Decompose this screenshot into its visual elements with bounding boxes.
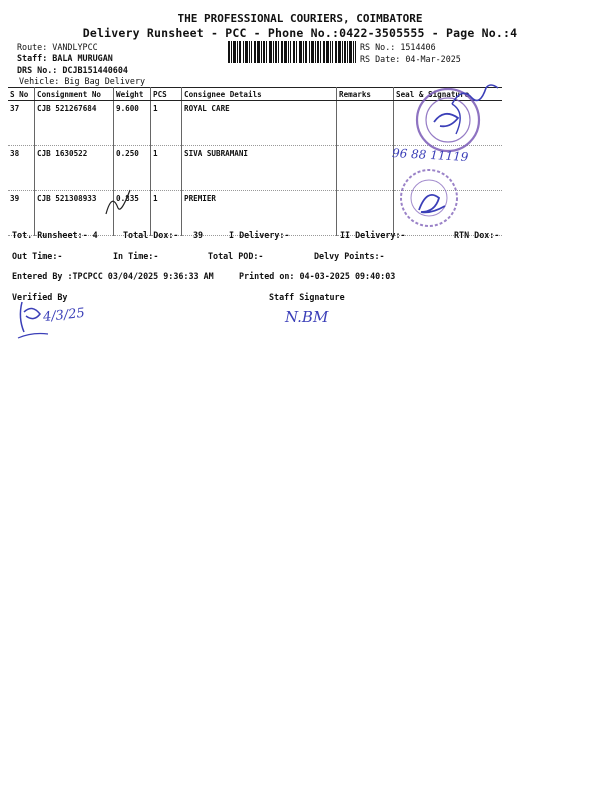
col-consignee: Consignee Details (182, 88, 337, 101)
cell-pcs: 1 (151, 101, 182, 146)
company-title: THE PROFESSIONAL COURIERS, COIMBATORE (177, 12, 423, 25)
out-time: Out Time:- (12, 251, 63, 261)
delvy-points: Delvy Points:- (314, 251, 385, 261)
cell-weight: 0.835 (114, 191, 151, 236)
cell-sno: 39 (8, 191, 35, 236)
staff-label: Staff: BALA MURUGAN (17, 53, 113, 63)
cell-consignment: CJB 521308933 (35, 191, 114, 236)
printed-on: Printed on: 04-03-2025 09:40:03 (239, 271, 396, 281)
total-dox-value: 39 (193, 230, 204, 240)
runsheet-subtitle: Delivery Runsheet - PCC - Phone No.:0422-3505555 - Page No.:4 (82, 26, 518, 40)
cell-consignment: CJB 521267684 (35, 101, 114, 146)
vehicle-label: Vehicle: Big Bag Delivery (19, 76, 146, 86)
col-remarks: Remarks (337, 88, 394, 101)
barcode-image (228, 41, 356, 63)
rs-number: RS No.: 1514406 (360, 42, 436, 52)
col-consignment: Consignment No (35, 88, 114, 101)
cell-sno: 37 (8, 101, 35, 146)
ii-delivery: II Delivery:- (340, 230, 406, 240)
col-seal-signature: Seal & Signature (394, 88, 503, 101)
route-label: Route: VANDLYPCC (17, 42, 98, 52)
col-sno: S No (8, 88, 35, 101)
rtn-dox: RTN Dox:- (454, 230, 500, 240)
cell-consignee: SIVA SUBRAMANI (182, 146, 337, 191)
signature-squiggle (450, 82, 502, 112)
in-time: In Time:- (113, 251, 159, 261)
cell-weight: 9.600 (114, 101, 151, 146)
tot-runsheet: Tot. Runsheet:- 4 (12, 230, 98, 240)
staff-signature-mark: N.BM (285, 308, 329, 326)
verified-by-label: Verified By (12, 292, 68, 302)
tick-mark (104, 186, 134, 218)
cell-pcs: 1 (151, 191, 182, 236)
cell-sno: 38 (8, 146, 35, 191)
i-delivery: I Delivery:- (229, 230, 290, 240)
cell-weight: 0.250 (114, 146, 151, 191)
rs-date: RS Date: 04-Mar-2025 (360, 54, 461, 64)
cell-consignee: ROYAL CARE (182, 101, 337, 146)
handwritten-phone-note: 96 88 11119 (391, 146, 469, 164)
total-pod: Total POD:- (208, 251, 264, 261)
cell-remarks (337, 101, 394, 146)
cell-consignment: CJB 1630522 (35, 146, 114, 191)
company-seal-stamp (385, 166, 465, 228)
col-weight: Weight (114, 88, 151, 101)
col-pcs: PCS (151, 88, 182, 101)
cell-consignee: PREMIER (182, 191, 337, 236)
cell-pcs: 1 (151, 146, 182, 191)
verified-date-note: 4/3/25 (42, 305, 86, 326)
entered-by: Entered By :TPCPCC 03/04/2025 9:36:33 AM (12, 271, 214, 281)
total-dox-label: Total Dox:- (123, 230, 179, 240)
drs-number: DRS No.: DCJB151440604 (17, 65, 128, 75)
staff-signature-label: Staff Signature (269, 292, 345, 302)
